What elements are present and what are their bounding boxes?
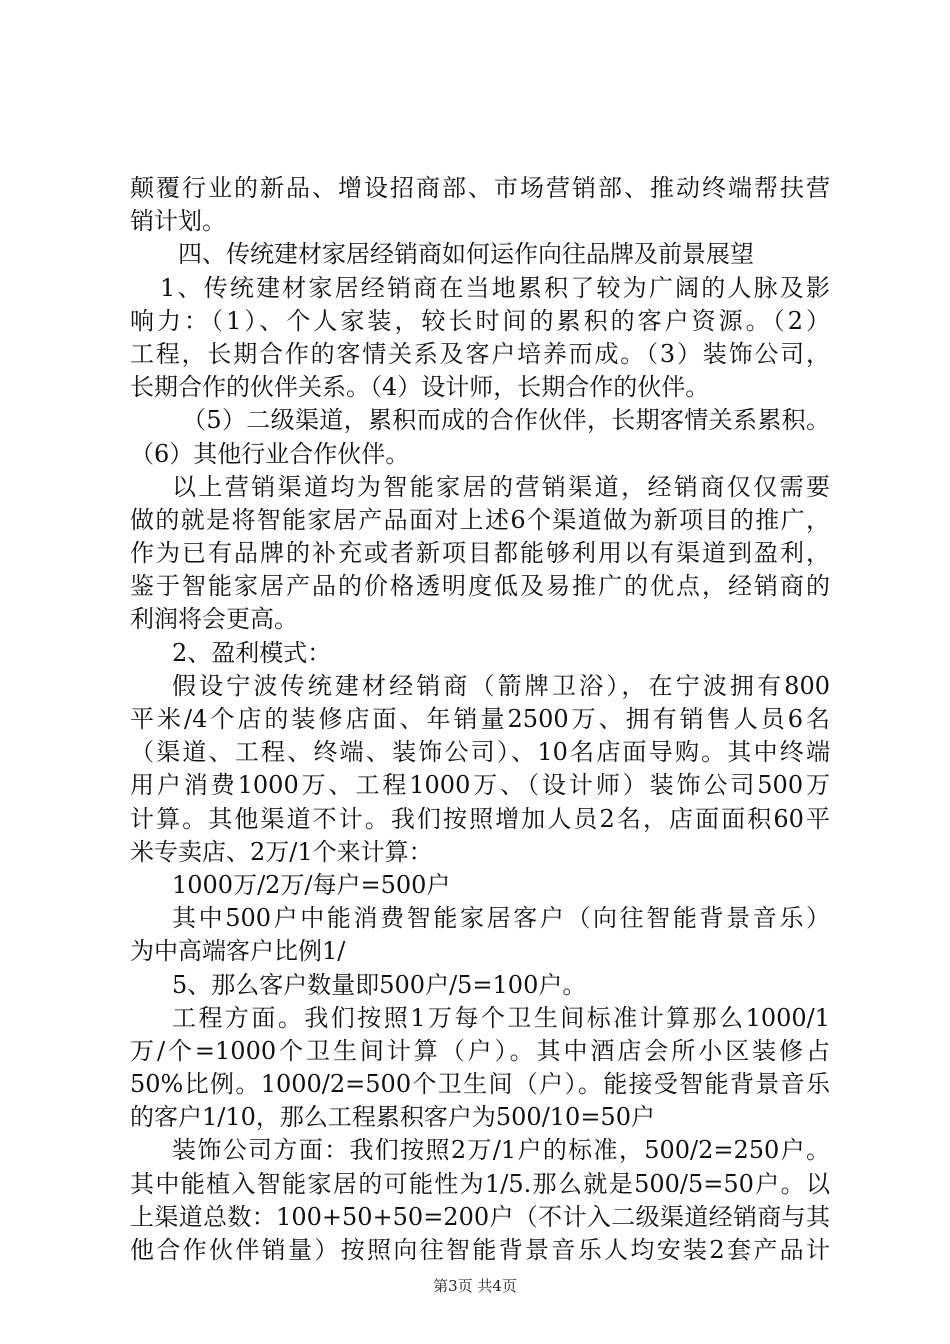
text-line: 万/个=1000个卫生间计算（户）。其中酒店会所小区装修占 bbox=[130, 1036, 830, 1065]
text-line: 假设宁波传统建材经销商（箭牌卫浴），在宁波拥有800 bbox=[172, 671, 830, 700]
text-line: 用户消费1000万、工程1000万、（设计师）装饰公司500万 bbox=[130, 771, 830, 800]
text-line: 2、盈利模式： bbox=[172, 638, 332, 667]
text-line: 利润将会更高。 bbox=[130, 605, 298, 634]
text-line: 做的就是将智能家居产品面对上述6个渠道做为新项目的推广， bbox=[130, 505, 830, 534]
section-heading: 四、传统建材家居经销商如何运作向往品牌及前景展望 bbox=[178, 240, 754, 269]
text-line: 装饰公司方面：我们按照2万/1户的标准，500/2=250户。 bbox=[172, 1136, 830, 1165]
text-line: （5）二级渠道，累积而成的合作伙伴，长期客情关系累积。 bbox=[182, 406, 830, 435]
text-line: 为中高端客户比例1/ bbox=[130, 937, 346, 966]
page-footer: 第3页 共4页 bbox=[433, 1277, 517, 1295]
text-line: 平米/4个店的装修店面、年销量2500万、拥有销售人员6名 bbox=[130, 705, 830, 733]
text-line: 上渠道总数：100+50+50=200户（不计入二级渠道经销商与其 bbox=[130, 1202, 830, 1231]
text-line: 1000万/2万/每户=500户 bbox=[172, 870, 451, 899]
text-line: 的客户1/10，那么工程累积客户为500/10=50户 bbox=[130, 1103, 655, 1132]
text-line: 作为已有品牌的补充或者新项目都能够利用以有渠道到盈利， bbox=[130, 539, 830, 568]
text-line: 颠覆行业的新品、增设招商部、市场营销部、推动终端帮扶营 bbox=[130, 174, 830, 202]
text-line: 以上营销渠道均为智能家居的营销渠道，经销商仅仅需要 bbox=[172, 472, 830, 501]
text-line: 长期合作的伙伴关系。（4）设计师，长期合作的伙伴。 bbox=[130, 373, 710, 402]
body-text bbox=[130, 172, 830, 1267]
text-line: 米专卖店、2万/1个来计算： bbox=[130, 837, 433, 866]
text-line: 他合作伙伴销量）按照向往智能背景音乐人均安装2套产品计 bbox=[130, 1236, 830, 1264]
text-line: 鉴于智能家居产品的价格透明度低及易推广的优点，经销商的 bbox=[130, 572, 830, 601]
text-line: 50%比例。1000/2=500个卫生间（户）。能接受智能背景音乐 bbox=[130, 1070, 830, 1099]
text-line: 其中500户中能消费智能家居客户（向往智能背景音乐） bbox=[172, 904, 830, 933]
text-line: 5、那么客户数量即500户/5=100户。 bbox=[172, 970, 587, 999]
text-line: 计算。其他渠道不计。我们按照增加人员2名，店面面积60平 bbox=[130, 804, 830, 833]
text-line: （渠道、工程、终端、装饰公司）、10名店面导购。其中终端 bbox=[130, 738, 830, 767]
text-line: 工程，长期合作的客情关系及客户培养而成。（3）装饰公司， bbox=[130, 339, 830, 368]
text-line: 工程方面。我们按照1万每个卫生间标准计算那么1000/1 bbox=[172, 1003, 830, 1032]
text-line: 响力：（1）、个人家装，较长时间的累积的客户资源。（2） bbox=[130, 306, 830, 335]
text-line: 其中能植入智能家居的可能性为1/5.那么就是500/5=50户。以 bbox=[130, 1169, 830, 1198]
text-line: 销计划。 bbox=[130, 207, 226, 236]
text-line: 1、传统建材家居经销商在当地累积了较为广阔的人脉及影 bbox=[160, 273, 830, 302]
text-line: （6）其他行业合作伙伴。 bbox=[130, 439, 410, 468]
